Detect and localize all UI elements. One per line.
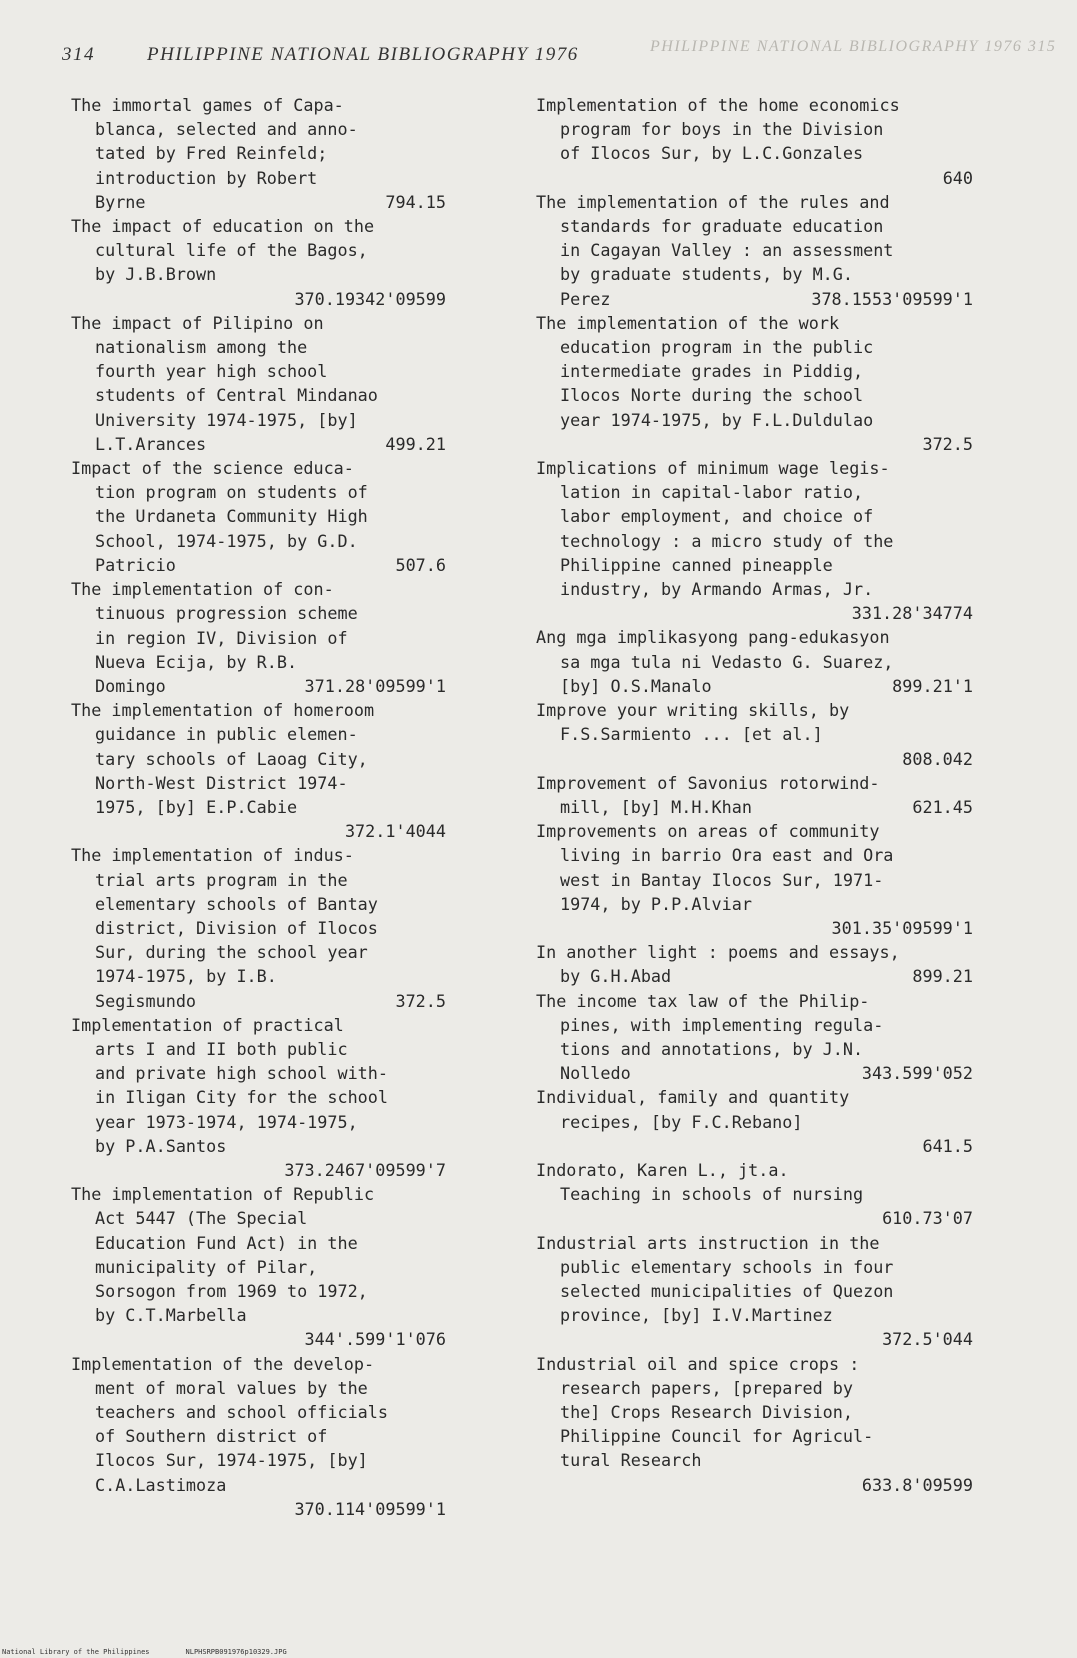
bibliography-entry [536,1352,973,1497]
entry-text: Improve your writing skills, by F.S.Sarmiento ... [et al.] [536,700,850,745]
bibliography-entry [536,311,973,456]
bibliography-entry [536,1085,973,1158]
call-number: 372.5 [395,990,446,1011]
entry-text: Ang mga implikasyong pang-edukasyon sa mga tula ni Vedasto G. Suarez, [by] O.S.Manalo [536,627,894,696]
bibliography-entry [71,1013,446,1182]
call-number: 343.599'052 [861,1063,973,1084]
entry-text: The impact of Pilipino on nationalism among the fourth year high school students of Central Mindanao University 1974-1975, [by] L.T.Arances [71,312,378,454]
entry-text: Impact of the science educa- tion program on students of the Urdaneta Community High School, 1974-1975, by G.D. Patricio [71,458,368,575]
call-number: 899.21 [912,966,973,987]
entry-text: The implementation of homeroom guidance in public elemen- tary schools of Laoag City, North-West District 1974- 1975, [by] E.P.Cabie [71,700,375,817]
call-number: 371.28'09599'1 [304,675,446,696]
page-number: 314 [62,44,95,65]
page-title: PHILIPPINE NATIONAL BIBLIOGRAPHY 1976 [147,44,579,65]
bibliography-entry [71,456,446,577]
right-column [536,93,973,1497]
call-number: 301.35'09599'1 [831,917,973,938]
call-number: 610.73'07 [882,1208,973,1229]
bibliography-entry [536,819,973,940]
bibliography-entry [536,771,973,819]
entry-text: The implementation of the rules and standards for graduate education in Cagayan Valley : an assessment by graduate students, by M.G. Perez [536,191,894,309]
bibliography-entry [536,190,973,311]
call-number: 373.2467'09599'7 [284,1160,446,1181]
bibliography-entry [71,1352,446,1521]
entry-text: The immortal games of Capa- blanca, selected and anno- tated by Fred Reinfeld; introduction by Robert Byrne [71,95,358,212]
bibliography-entry [536,456,973,625]
left-column [71,93,446,1521]
entry-text: The impact of education on the cultural life of the Bagos, by J.B.Brown [71,216,375,285]
entry-text: Implications of minimum wage legis- lation in capital-labor ratio, labor employment, and choice of technology : a micro study of the Philippine canned pineapple industry, by Armando Armas, Jr. [536,458,894,600]
file-id-label: NLPHSRPB091976p10329.JPG [185,1648,287,1656]
entry-text: Implementation of practical arts I and II both public and private high school with- in Iligan City for the school year 1973-1974, 1974-1975, by P.A.Santos [71,1014,388,1156]
call-number: 633.8'09599 [861,1474,973,1495]
running-head [62,44,579,66]
entry-text: Implementation of the home economics program for boys in the Division of Ilocos Sur, by L.C.Gonzales [536,95,900,164]
bibliography-entry [71,214,446,311]
call-number: 794.15 [385,191,446,212]
bibliography-entry [71,843,446,1012]
entry-text: The implementation of indus- trial arts program in the elementary schools of Bantay district, Division of Ilocos Sur, during the school year 1974-1975, by I.B. Segismundo [71,845,378,1011]
entry-text: Indorato, Karen L., jt.a. Teaching in schools of nursing [536,1160,864,1205]
bibliography-entry [536,989,973,1086]
entry-text: The implementation of Republic Act 5447 (The Special Education Fund Act) in the municipality of Pilar, Sorsogon from 1969 to 1972, by C.T.Marbella [71,1184,375,1326]
entry-text: Industrial arts instruction in the public elementary schools in four selected municipalities of Quezon province, [by] I.V.Martinez [536,1232,894,1326]
entry-text: The implementation of the work education program in the public intermediate grades in Piddig, Ilocos Norte during the school year 1974-1975, by F.L.Duldulao [536,312,874,430]
call-number: 899.21'1 [892,675,973,696]
entry-text: The implementation of con- tinuous progression scheme in region IV, Division of Nueva Ecija, by R.B. Domingo [71,579,358,696]
scan-footer [2,1648,323,1656]
bibliography-entry [71,698,446,843]
bibliography-entry [71,93,446,214]
call-number: 507.6 [395,554,446,575]
institution-label: National Library of the Philippines [2,1648,150,1656]
entry-text: Improvement of Savonius rotorwind- mill, [by] M.H.Khan [536,772,880,817]
call-number: 640 [942,167,973,188]
call-number: 621.45 [912,796,973,817]
call-number: 370.19342'09599 [294,288,446,309]
call-number: 372.5 [922,433,973,454]
call-number: 378.1553'09599'1 [811,288,973,309]
bibliography-entry [71,577,446,698]
call-number: 344'.599'1'076 [304,1329,446,1350]
bibliography-entry [536,93,973,190]
entry-text: Industrial oil and spice crops : research papers, [prepared by the] Crops Research Division, Philippine Council for Agricul- tural Research [536,1353,874,1471]
call-number: 372.1'4044 [344,821,446,842]
bleed-through-text: PHILIPPINE NATIONAL BIBLIOGRAPHY 1976 315 [650,38,1057,55]
bibliography-entry [536,940,973,988]
call-number: 641.5 [922,1135,973,1156]
call-number: 808.042 [902,748,973,769]
call-number: 372.5'044 [882,1329,973,1350]
call-number: 331.28'34774 [851,603,973,624]
call-number: 370.114'09599'1 [294,1498,446,1519]
entry-text: In another light : poems and essays, by G.H.Abad [536,942,900,987]
entry-text: Improvements on areas of community living in barrio Ora east and Ora west in Bantay Ilocos Sur, 1971- 1974, by P.P.Alviar [536,821,894,914]
bibliography-entry [536,1231,973,1352]
bibliography-entry [536,1158,973,1231]
bibliography-entry [71,1182,446,1351]
entry-text: Individual, family and quantity recipes, [by F.C.Rebano] [536,1087,850,1132]
bibliography-entry [536,625,973,698]
bibliography-entry [536,698,973,771]
entry-text: The income tax law of the Philip- pines, with implementing regula- tions and annotations, by J.N. Nolledo [536,990,884,1084]
entry-text: Implementation of the develop- ment of moral values by the teachers and school officials of Southern district of Ilocos Sur, 1974-1975, [by] C.A.Lastimoza [71,1353,388,1495]
call-number: 499.21 [385,433,446,454]
bibliography-entry [71,311,446,456]
